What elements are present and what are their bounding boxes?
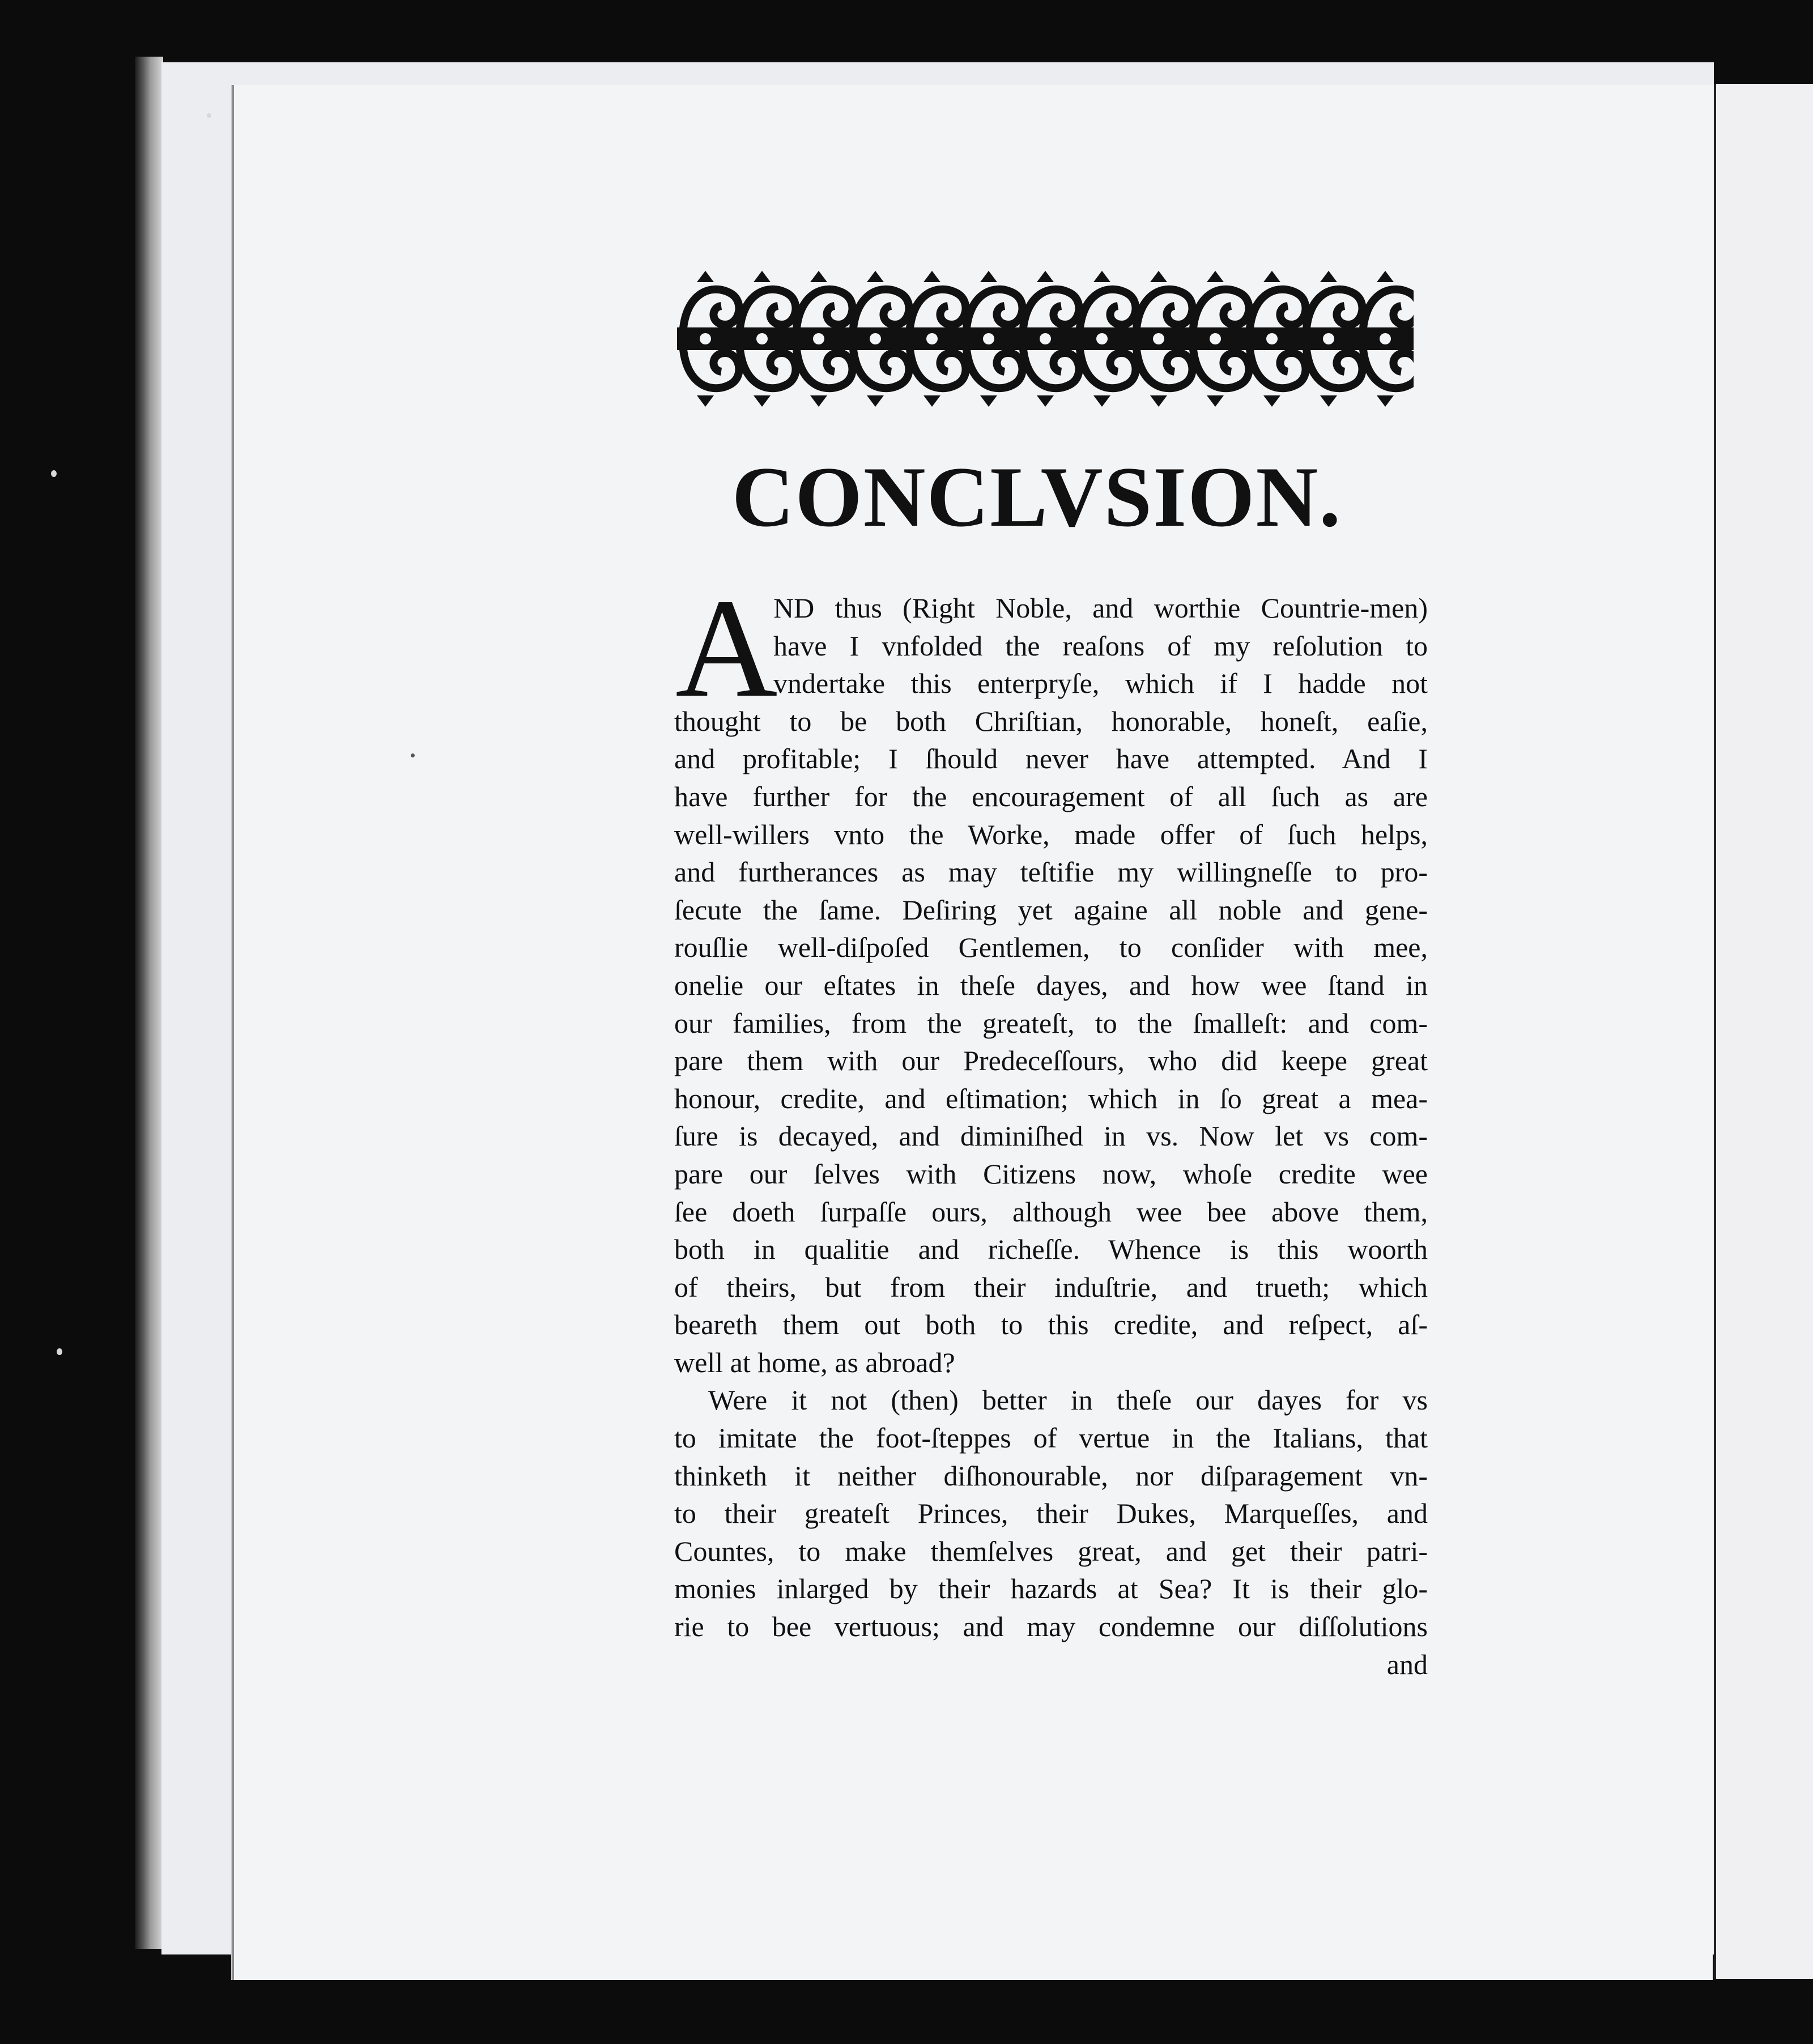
text-line: thinketh it neither diſhonourable, nor diſparagement vn- — [674, 1459, 1428, 1492]
text-line: monies inlarged by their hazards at Sea? It is their glo- — [674, 1573, 1428, 1605]
scan-speck — [207, 113, 211, 118]
body-text — [674, 570, 1428, 1683]
text-line: rouſlie well-diſpoſed Gentlemen, to conſider with mee, — [674, 931, 1428, 964]
ornamental-headpiece — [677, 271, 1414, 407]
text-line: vndertake this enterpryſe, which if I hadde not — [773, 667, 1428, 700]
text-line: pare our ſelves with Citizens now, whoſe credite wee — [674, 1157, 1428, 1190]
catchword: and — [1386, 1648, 1428, 1680]
text-line: our families, from the greateſt, to the ſmalleſt: and com- — [674, 1007, 1428, 1039]
text-line: have I vnfolded the reaſons of my reſolution to — [773, 629, 1428, 662]
text-line: both in qualitie and richeſſe. Whence is this woorth — [674, 1233, 1428, 1266]
scan-speck — [51, 470, 57, 477]
text-line: thought to be both Chriſtian, honorable, honeſt, eaſie, — [674, 705, 1428, 737]
text-line: well at home, as abroad? — [674, 1346, 955, 1378]
text-line: ſure is decayed, and diminiſhed in vs. Now let vs com- — [674, 1120, 1428, 1152]
text-line: onelie our eſtates in theſe dayes, and how wee ſtand in — [674, 969, 1428, 1001]
text-line: and furtherances as may teſtifie my willingneſſe to pro- — [674, 856, 1428, 888]
scan-speck — [57, 1348, 62, 1355]
next-page-edge — [1714, 84, 1813, 1979]
scan-speck — [411, 753, 415, 757]
text-line: Countes, to make themſelves great, and get their patri- — [674, 1535, 1428, 1567]
text-line: and profitable; I ſhould never have attempted. And I — [674, 743, 1428, 775]
drop-cap: A — [675, 570, 778, 727]
text-line: ſee doeth ſurpaſſe ours, although wee bee above them, — [674, 1195, 1428, 1228]
text-line: well-willers vnto the Worke, made offer of ſuch helps, — [674, 818, 1428, 850]
text-line: have further for the encouragement of all ſuch as are — [674, 780, 1428, 812]
text-line: of theirs, but from their induſtrie, and trueth; which — [674, 1271, 1428, 1303]
text-line: pare them with our Predeceſſours, who did keepe great — [674, 1045, 1428, 1077]
text-line: to their greateſt Princes, their Dukes, Marqueſſes, and — [674, 1497, 1428, 1530]
text-line: ſecute the ſame. Deſiring yet againe all noble and gene- — [674, 893, 1428, 926]
text-line: to imitate the foot-ſteppes of vertue in the Italians, that — [674, 1422, 1428, 1454]
text-line: beareth them out both to this credite, and reſpect, aſ- — [674, 1309, 1428, 1341]
text-line: Were it not (then) better in theſe our dayes for vs — [708, 1384, 1428, 1416]
text-line: rie to bee vertuous; and may condemne our diſſolutions — [674, 1611, 1428, 1643]
text-line: honour, credite, and eſtimation; which in ſo great a mea- — [674, 1082, 1428, 1114]
chapter-title: CONCLVSION. — [731, 449, 1342, 544]
text-line: ND thus (Right Noble, and worthie Countrie-men) — [773, 592, 1428, 624]
book-spine-shadow — [135, 57, 163, 1949]
